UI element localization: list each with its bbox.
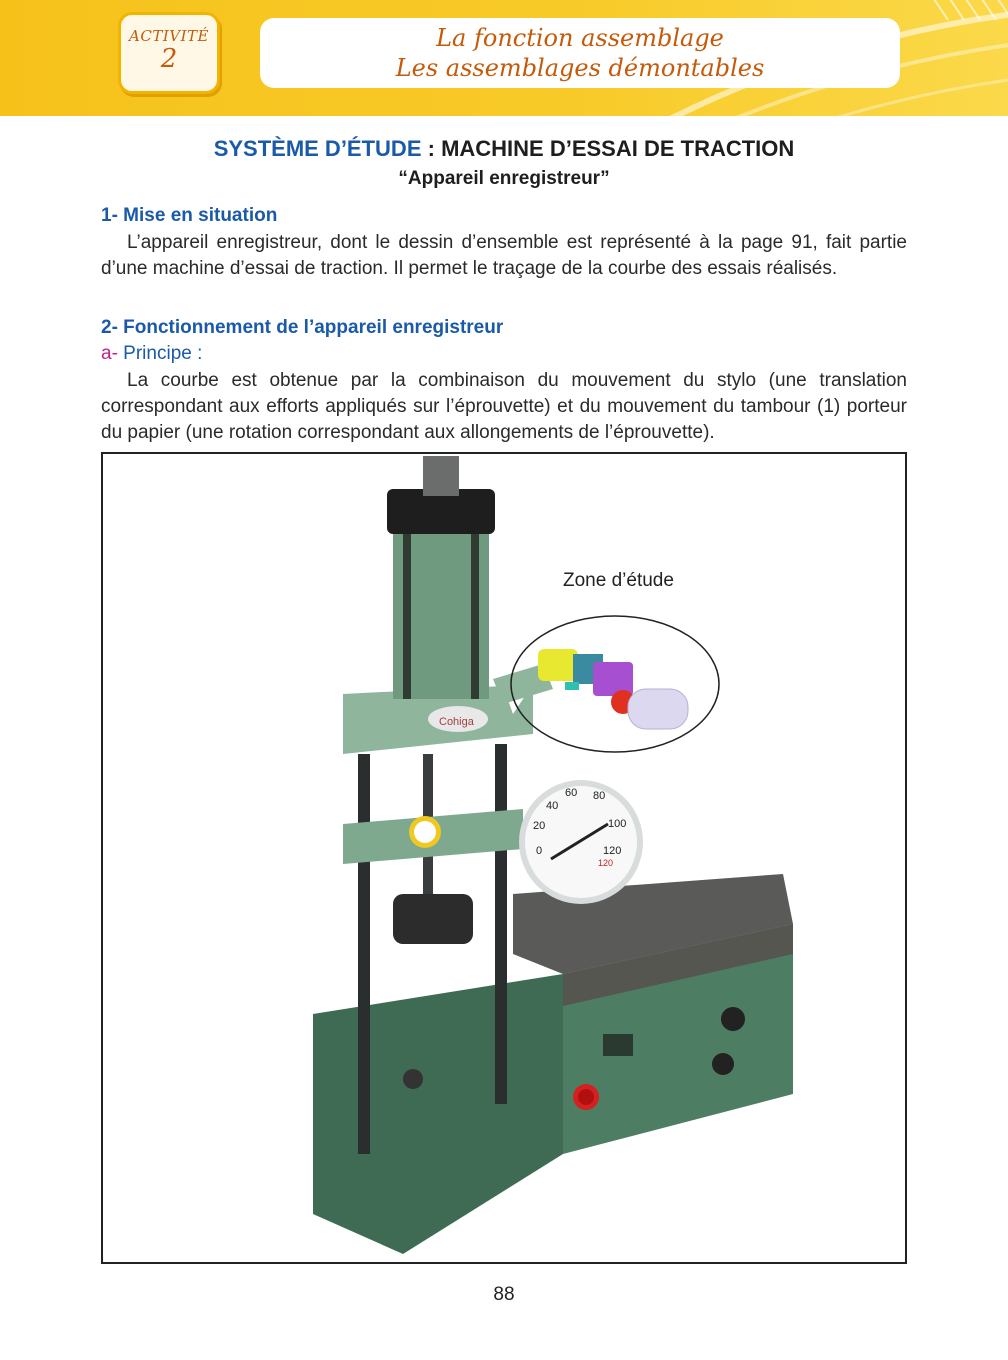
gauge-red-text: 120 [598,858,614,868]
study-zone-label: Zone d’étude [563,570,674,591]
page-title-main: MACHINE D’ESSAI DE TRACTION [441,136,795,161]
gauge-tick-60: 60 [565,787,578,799]
chapter-title-box [260,18,900,88]
tensile-machine-illustration [103,454,905,1262]
page-number: 88 [493,1284,515,1305]
activity-label: ACTIVITÉ [129,27,209,45]
header-banner [0,0,1008,116]
page-title-prefix: SYSTÈME D’ÉTUDE [213,136,422,161]
activity-number: 2 [160,44,178,74]
gauge-tick-0: 0 [536,845,543,857]
machine-photo-frame [101,452,907,1264]
activity-badge [118,12,220,94]
section2-heading: 2- Fonctionnement de l’appareil enregistreur [101,317,504,338]
chapter-title-line1: La fonction assemblage [436,24,724,52]
page-subtitle: “Appareil enregistreur” [398,168,610,189]
section1-heading: 1- Mise en situation [101,205,278,226]
subheading-letter: a- [101,343,118,364]
machine-plate-text: Cohiga [439,716,474,728]
subheading-label: Principe : [117,343,203,364]
gauge-tick-40: 40 [546,800,559,812]
section1-text: L’appareil enregistreur, dont le dessin d’ensemble est représenté à la page 91, fait partie d’une machine d’essai de traction. Il permet le traçage de la courbe des essais réalisés. [101,232,907,279]
section2-text: La courbe est obtenue par la combinaison du mouvement du stylo (une translation correspondant aux efforts appliqués sur l’éprouvette) et du mouvement du tambour (1) porteur du papier (une rotation correspondant aux allongements de l’éprouvette). [101,370,907,443]
gauge-tick-100: 100 [608,818,627,830]
page-title [0,136,1008,162]
page-title-separator: : [421,136,442,161]
gauge-tick-20: 20 [533,820,546,832]
gauge-tick-120: 120 [603,845,622,857]
chapter-title-line2: Les assemblages démontables [395,54,765,82]
section2-subheading [101,343,202,365]
gauge-tick-80: 80 [593,790,606,802]
